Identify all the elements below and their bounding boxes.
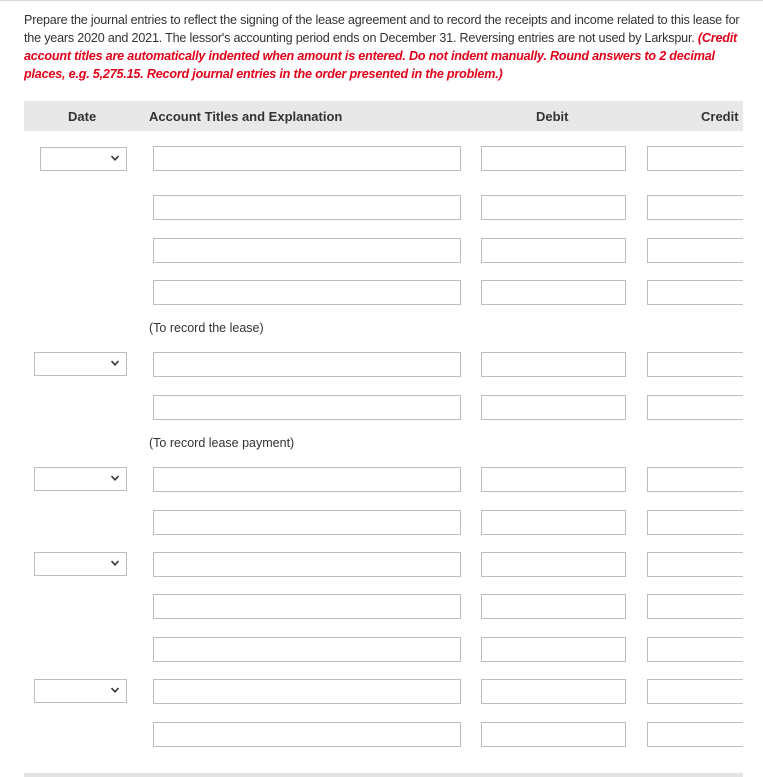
debit-amount-input[interactable] xyxy=(481,594,626,619)
chevron-down-icon xyxy=(110,153,120,163)
debit-amount-input[interactable] xyxy=(481,722,626,747)
debit-amount-input[interactable] xyxy=(481,395,626,420)
date-select-entry-1[interactable] xyxy=(40,147,127,171)
debit-amount-input[interactable] xyxy=(481,146,626,171)
instructions-note: (Credit account titles are automatically indented when amount is entered. Do not indent manually. Round answers to 2 decimal places, e.g. 5,275.15. Record journal entries in the order presented in the problem.) xyxy=(24,31,738,81)
chevron-down-icon xyxy=(110,358,120,368)
credit-amount-input[interactable] xyxy=(647,552,743,577)
credit-amount-input[interactable] xyxy=(647,238,743,263)
chevron-down-icon xyxy=(110,558,120,568)
credit-amount-input[interactable] xyxy=(647,594,743,619)
debit-amount-input[interactable] xyxy=(481,510,626,535)
account-title-input[interactable] xyxy=(153,552,461,577)
credit-amount-input[interactable] xyxy=(647,679,743,704)
account-title-input[interactable] xyxy=(153,395,461,420)
header-date: Date xyxy=(68,109,97,124)
top-divider xyxy=(0,0,763,1)
instructions xyxy=(24,11,744,83)
account-title-input[interactable] xyxy=(153,238,461,263)
credit-amount-input[interactable] xyxy=(647,395,743,420)
credit-amount-input[interactable] xyxy=(647,146,743,171)
chevron-down-icon xyxy=(110,473,120,483)
header-debit: Debit xyxy=(536,109,569,124)
credit-amount-input[interactable] xyxy=(647,195,743,220)
credit-amount-input[interactable] xyxy=(647,637,743,662)
account-title-input[interactable] xyxy=(153,679,461,704)
debit-amount-input[interactable] xyxy=(481,637,626,662)
date-select-entry-5[interactable] xyxy=(34,679,127,703)
memo-to-record-lease-payment: (To record lease payment) xyxy=(149,436,295,450)
date-select-entry-3[interactable] xyxy=(34,467,127,491)
header-credit: Credit xyxy=(701,109,739,124)
instructions-text: Prepare the journal entries to reflect the signing of the lease agreement and to record the receipts and income related to this lease for the years 2020 and 2021. The lessor's accounting period ends on December 31. Reversing entries are not used by Larkspur. xyxy=(24,13,740,45)
debit-amount-input[interactable] xyxy=(481,467,626,492)
account-title-input[interactable] xyxy=(153,510,461,535)
account-title-input[interactable] xyxy=(153,637,461,662)
bottom-scroll-edge xyxy=(24,773,743,777)
chevron-down-icon xyxy=(110,685,120,695)
account-title-input[interactable] xyxy=(153,467,461,492)
table-header xyxy=(24,101,743,131)
debit-amount-input[interactable] xyxy=(481,280,626,305)
credit-amount-input[interactable] xyxy=(647,510,743,535)
debit-amount-input[interactable] xyxy=(481,552,626,577)
account-title-input[interactable] xyxy=(153,195,461,220)
account-title-input[interactable] xyxy=(153,280,461,305)
debit-amount-input[interactable] xyxy=(481,238,626,263)
credit-amount-input[interactable] xyxy=(647,280,743,305)
debit-amount-input[interactable] xyxy=(481,679,626,704)
account-title-input[interactable] xyxy=(153,146,461,171)
credit-amount-input[interactable] xyxy=(647,467,743,492)
date-select-entry-4[interactable] xyxy=(34,552,127,576)
date-select-entry-2[interactable] xyxy=(34,352,127,376)
account-title-input[interactable] xyxy=(153,722,461,747)
credit-amount-input[interactable] xyxy=(647,722,743,747)
memo-to-record-lease: (To record the lease) xyxy=(149,321,264,335)
credit-amount-input[interactable] xyxy=(647,352,743,377)
header-account-titles: Account Titles and Explanation xyxy=(149,109,343,124)
debit-amount-input[interactable] xyxy=(481,352,626,377)
account-title-input[interactable] xyxy=(153,594,461,619)
debit-amount-input[interactable] xyxy=(481,195,626,220)
account-title-input[interactable] xyxy=(153,352,461,377)
